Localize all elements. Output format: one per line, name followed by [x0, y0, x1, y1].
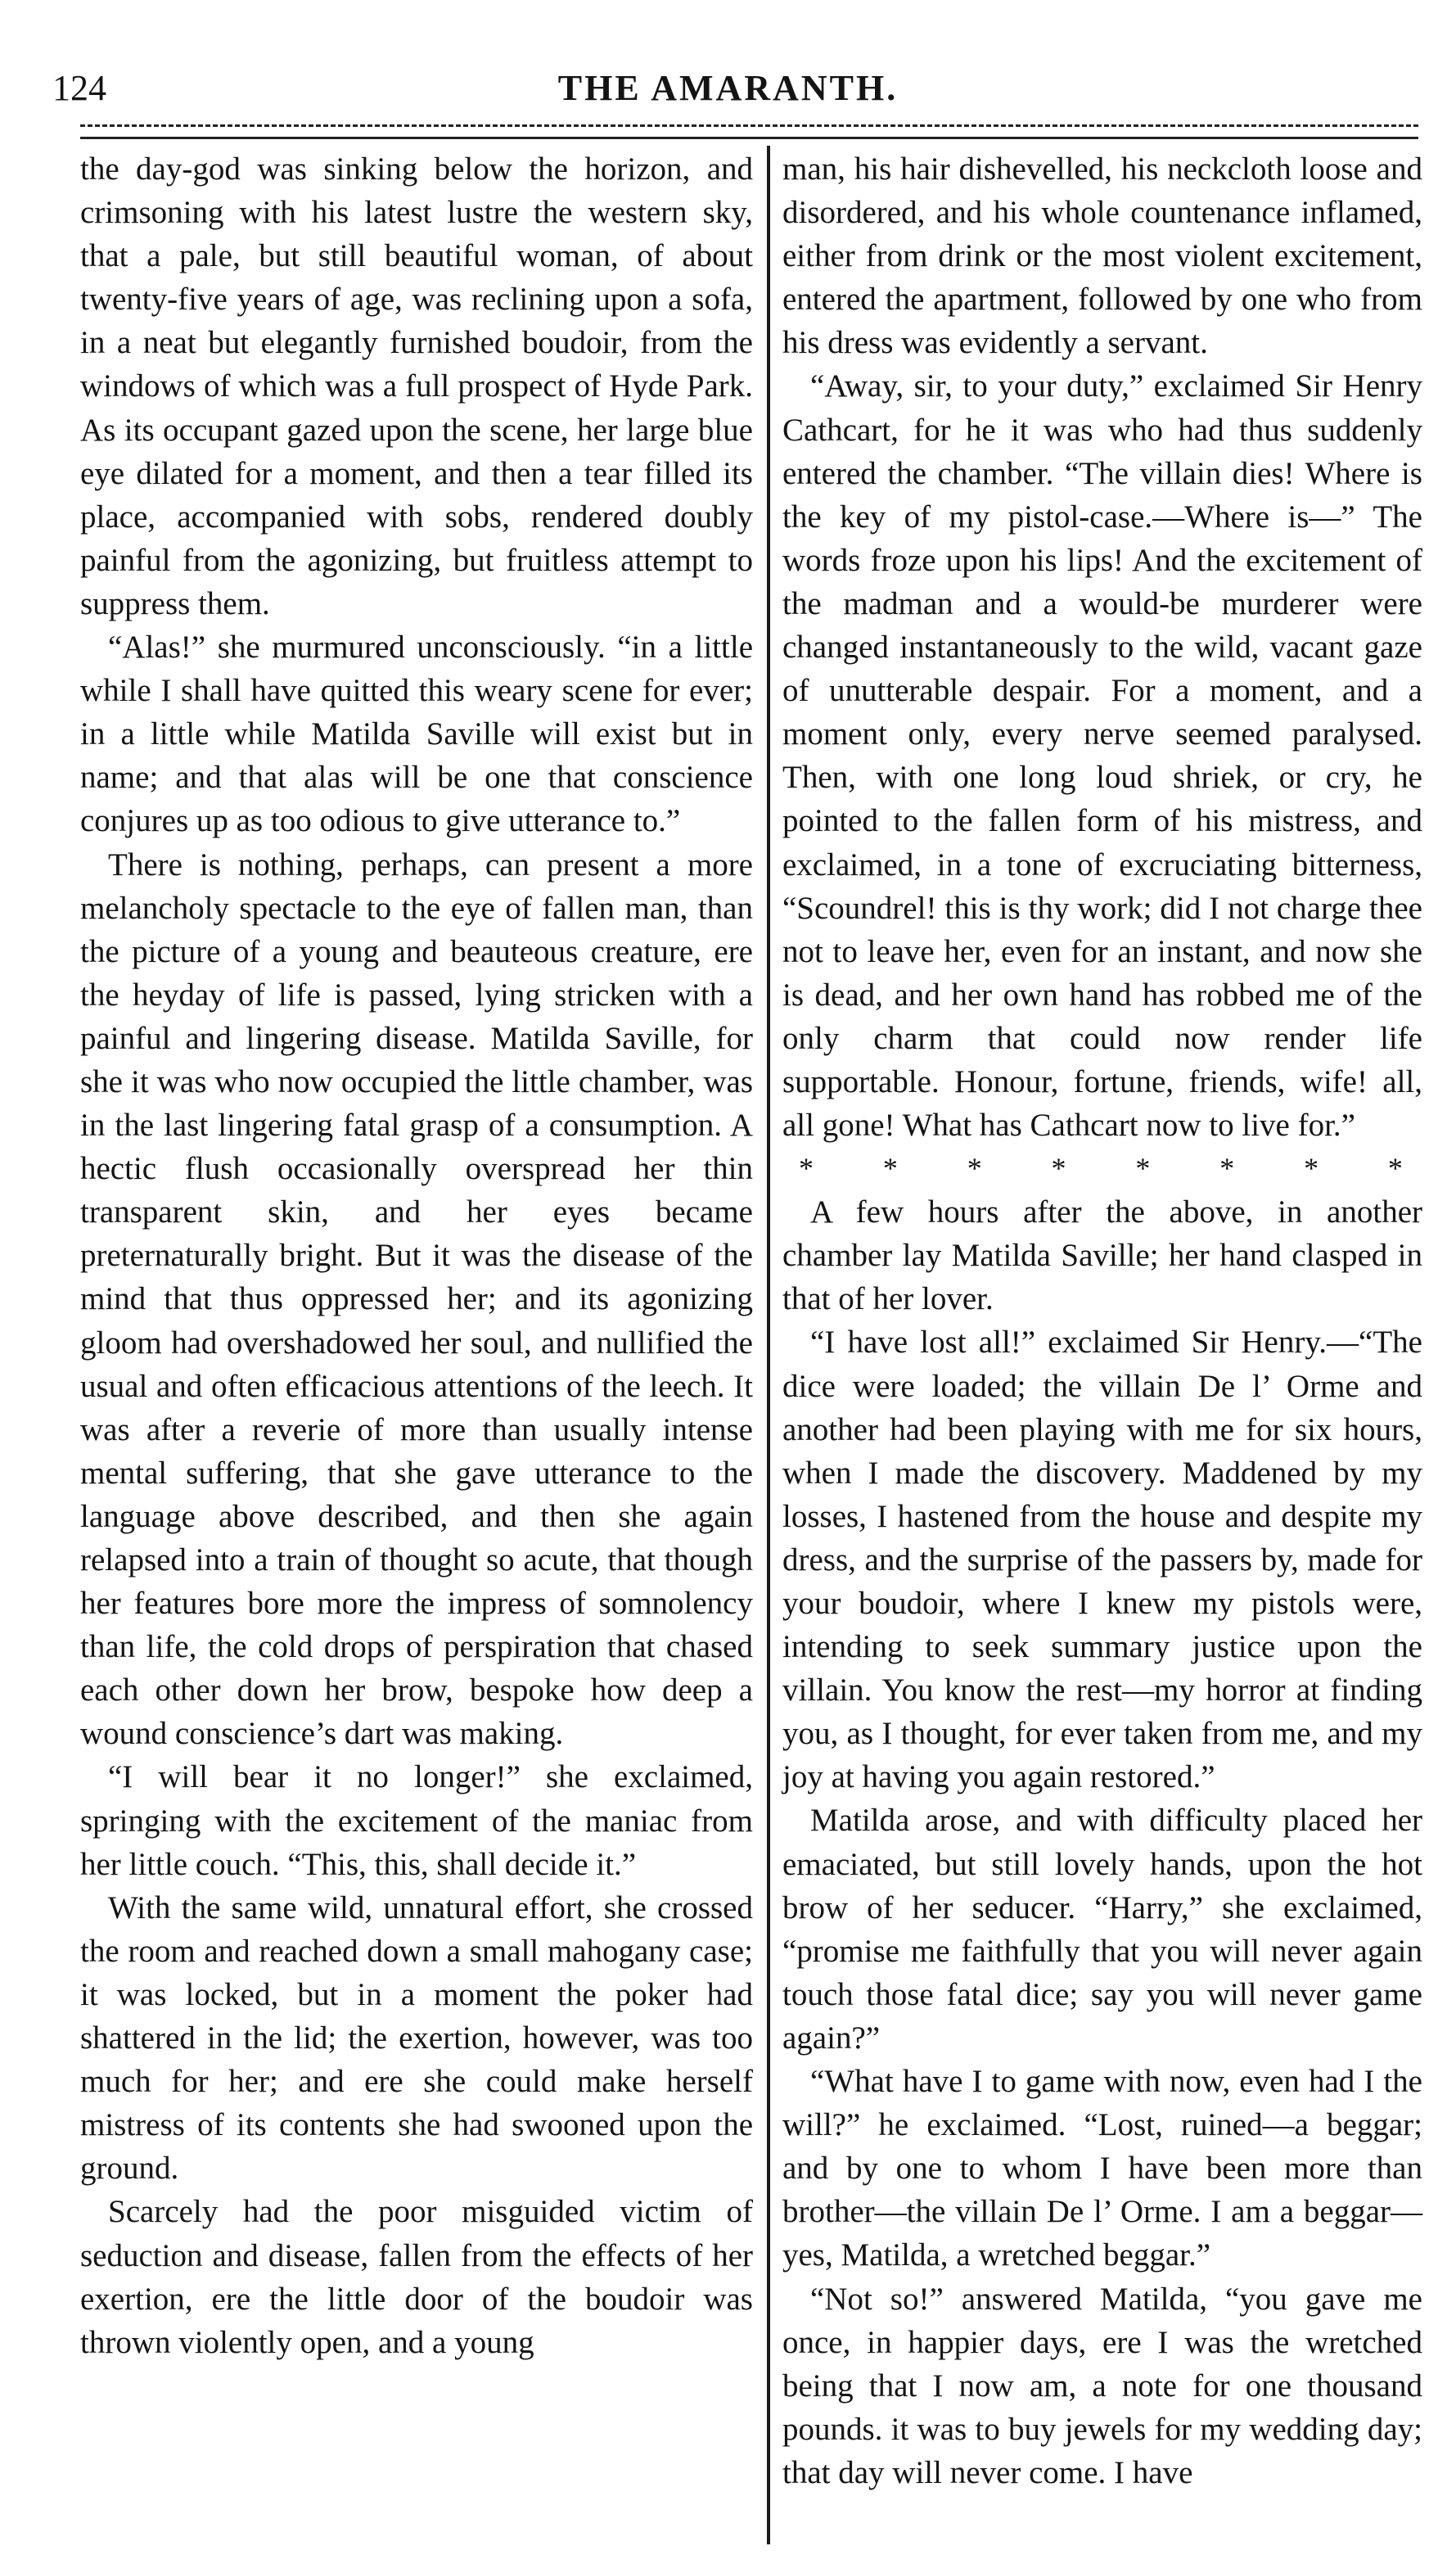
section-break — [782, 1147, 1422, 1190]
paragraph: “Alas!” she murmured unconsciously. “in a little while I shall have quitted this weary scene for ever; in a little while Matilda Saville will exist but in name; and that alas will be one that conscience conjures up as too odious to give utterance to.” — [80, 630, 753, 839]
paragraph: With the same wild, unnatural effort, she crossed the room and reached down a small mahogany case; it was locked, but in a moment the poker had shattered in the lid; the exertion, however, was too much for her; and ere she could make herself mistress of its contents she had swooned upon the ground. — [80, 1889, 753, 2187]
paragraph: “Not so!” answered Matilda, “you gave me once, in happier days, ere I was the wretched being that I now am, a note for one thousand pounds. it was to buy jewels for my wedding day; that day will never come. I have — [782, 2281, 1422, 2490]
paragraph: “Away, sir, to your duty,” exclaimed Sir Henry Cathcart, for he it was who had thus suddenly entered the chamber. “The villain dies! Where is the key of my pistol-case.—Where is—” The words froze upon his lips! And the excitement of the madman and a would-be murderer were changed instantaneously to the wild, vacant gaze of unutterable despair. For a moment, and a moment only, every nerve seemed paralysed. Then, with one long loud shriek, or cry, he pointed to the fallen form of his mistress, and exclaimed, in a tone of excruciating bitterness, “Scoundrel! this is thy work; did I not charge thee not to leave her, even for an instant, and now she is dead, and her own hand has robbed me of the only charm that could now render life supportable. Honour, fortune, friends, wife! all, all gone! What has Cathcart now to live for.” — [782, 368, 1422, 1144]
page-number: 124 — [52, 68, 106, 108]
asterisk: * — [1304, 1152, 1319, 1185]
page-header — [52, 64, 1404, 113]
asterisk: * — [1387, 1152, 1403, 1185]
asterisk: * — [967, 1152, 982, 1185]
asterisk: * — [1051, 1152, 1066, 1185]
paragraph: man, his hair dishevelled, his neckcloth loose and disordered, and his whole countenance inflamed, either from drink or the most violent excitement, entered the apartment, followed by one who from his dress was evidently a servant. — [782, 151, 1422, 361]
header-rule — [80, 124, 1418, 139]
paragraph: “I have lost all!” exclaimed Sir Henry.—“The dice were loaded; the villain De l’ Orme and another had been playing with me for six hours, when I made the discovery. Maddened by my losses, I hastened from the house and despite my dress, and the surprise of the passers by, made for your boudoir, where I knew my pistols were, intending to seek summary justice upon the villain. You know the rest—my horror at finding you, as I thought, for ever taken from me, and my joy at having you again restored.” — [782, 1325, 1422, 1795]
paragraph: the day-god was sinking below the horizon, and crimsoning with his latest lustre the western sky, that a pale, but still beautiful woman, of about twenty-five years of age, was reclining upon a sofa, in a neat but elegantly furnished boudoir, from the windows of which was a full prospect of Hyde Park. As its occupant gazed upon the scene, her large blue eye dilated for a moment, and then a tear filled its place, accompanied with sobs, rendered doubly painful from the agonizing, but fruitless attempt to suppress them. — [80, 151, 753, 621]
paragraph: Scarcely had the poor misguided victim of seduction and disease, fallen from the effects of her exertion, ere the little door of the boudoir was thrown violently open, and a young — [80, 2194, 753, 2360]
running-title: THE AMARANTH. — [557, 68, 899, 108]
left-column — [80, 147, 753, 2557]
paragraph: There is nothing, perhaps, can present a more melancholy spectacle to the eye of fallen man, than the picture of a young and beauteous creature, ere the heyday of life is passed, lying stricken with a painful and lingering disease. Matilda Saville, for she it was who now occupied the little chamber, was in the last lingering fatal grasp of a consumption. A hectic flush occasionally overspread her thin transparent skin, and her eyes became preternaturally bright. But it was the disease of the mind that thus oppressed her; and its agonizing gloom had overshadowed her soul, and nullified the usual and often efficacious attentions of the leech. It was after a reverie of more than usually intense mental suffering, that she gave utterance to the language above described, and then she again relapsed into a train of thought so acute, that though her features bore more the impress of somnolency than life, the cold drops of perspiration that chased each other down her brow, bespoke how deep a wound conscience’s dart was making. — [80, 846, 753, 1752]
paragraph: “What have I to game with now, even had I the will?” he exclaimed. “Lost, ruined—a beggar; and by one to whom I have been more than brother—the villain De l’ Orme. I am a beggar—yes, Matilda, a wretched beggar.” — [782, 2064, 1422, 2273]
right-column — [782, 147, 1422, 2557]
paragraph: “I will bear it no longer!” she exclaimed, springing with the excitement of the maniac from her little couch. “This, this, shall decide it.” — [80, 1759, 753, 1882]
asterisk: * — [799, 1152, 814, 1185]
column-divider — [767, 146, 770, 2544]
asterisk: * — [1135, 1152, 1151, 1185]
asterisk: * — [1219, 1152, 1235, 1185]
paragraph: Matilda arose, and with difficulty placed her emaciated, but still lovely hands, upon the hot brow of her seducer. “Harry,” she exclaimed, “promise me faithfully that you will never again touch those fatal dice; say you will never game again?” — [782, 1803, 1422, 2056]
asterisk: * — [882, 1152, 898, 1185]
paragraph: A few hours after the above, in another chamber lay Matilda Saville; her hand clasped in that of her lover. — [782, 1194, 1422, 1317]
